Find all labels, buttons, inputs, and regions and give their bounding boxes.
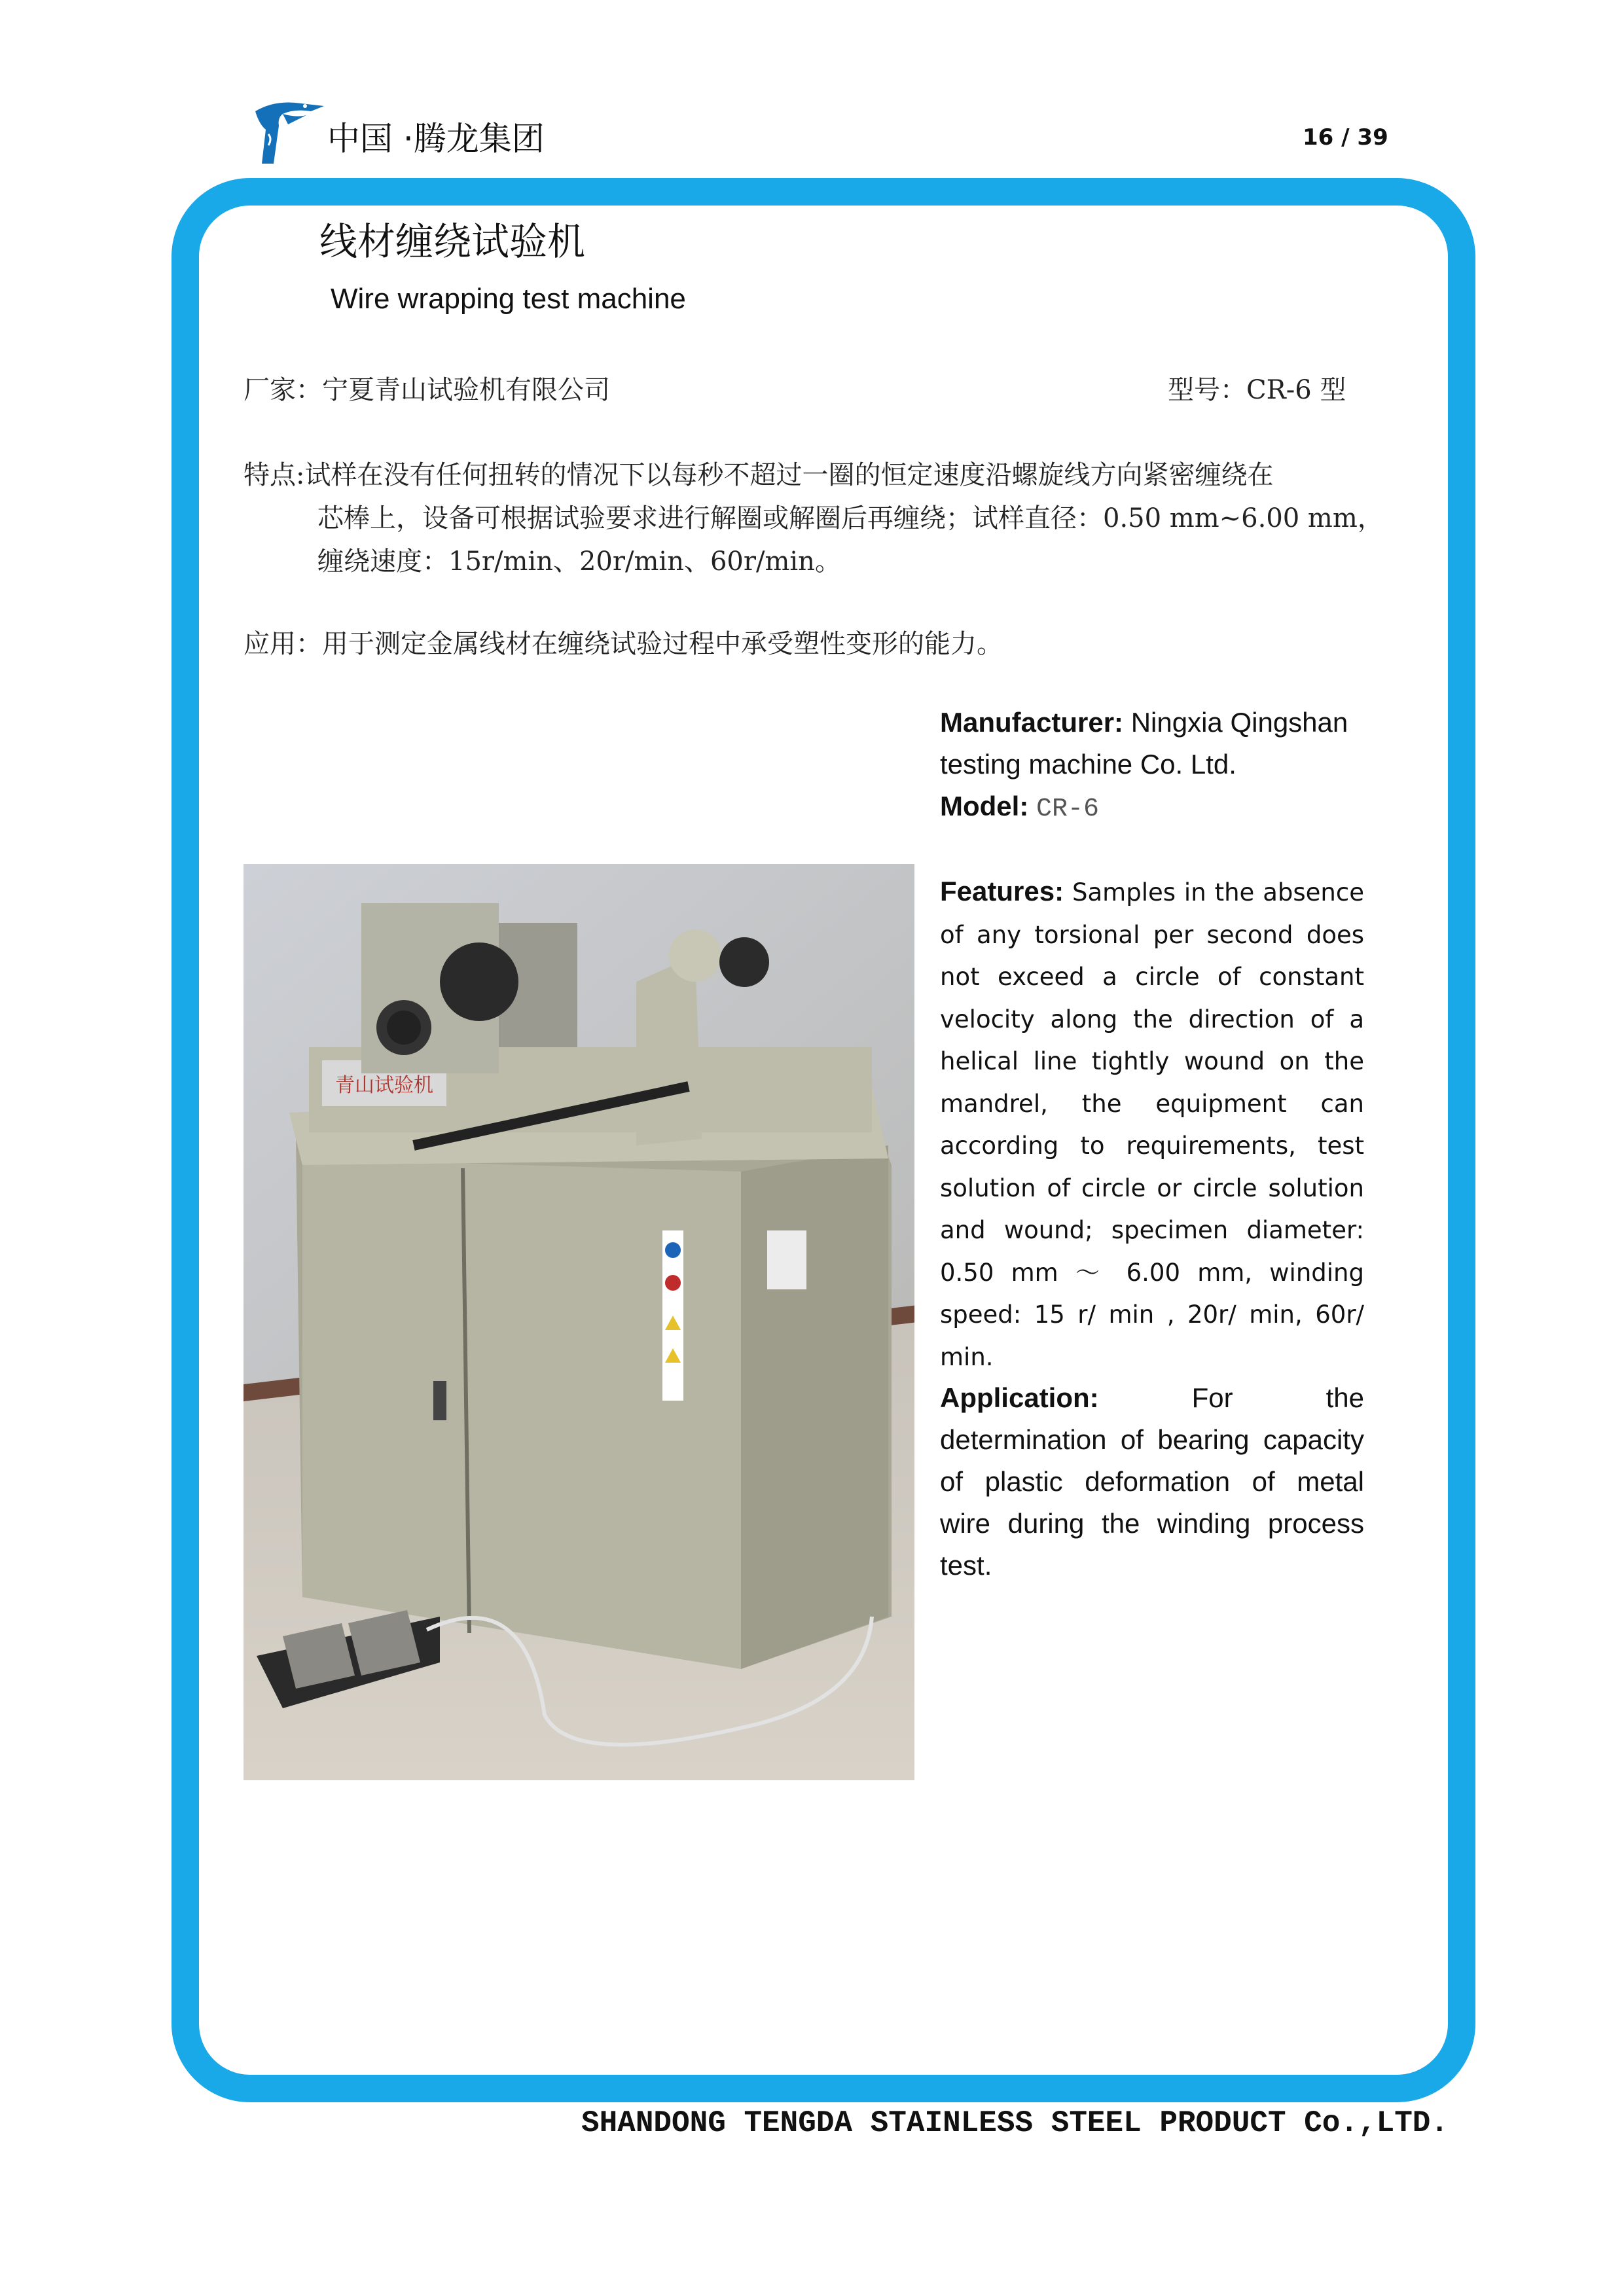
application-cn: 应用：用于测定金属线材在缠绕试验过程中承受塑性变形的能力。 <box>244 629 1003 659</box>
manufacturer-cn: 厂家：宁夏青山试验机有限公司 <box>244 375 610 405</box>
tengda-bird-logo-icon <box>249 98 327 170</box>
application-en-text: For the determination of bearing capacity of plastic deformation of metal wire during the winding process test. <box>940 1382 1364 1581</box>
brand-name: 中国 ·腾龙集团 <box>327 120 545 158</box>
model-cn: 型号：CR-6 型 <box>1168 375 1346 405</box>
model-en-value: CR-6 <box>1036 795 1099 824</box>
features-en-text: Samples in the absence of any torsional per second does not exceed a circle of constant velocity along the direction of a helical line tightly wound on the mandrel, the equipment can according to requirements, test solution of circle or circle solution and wound; specimen diameter: 0.50 mm ～ 6.00 mm, winding speed: 15 r/ min , 20r/ min, 60r/ min. <box>940 878 1364 1371</box>
wire-wrapping-machine-image <box>244 864 914 1780</box>
features-cn-line-3: 缠绕速度：15r/min、20r/min、60r/min。 <box>317 547 841 577</box>
title-english: Wire wrapping test machine <box>331 283 686 315</box>
manufacturer-en-label: Manufacturer: <box>940 707 1124 738</box>
features-en-label: Features: <box>940 876 1064 906</box>
features-en-block <box>940 870 1364 1378</box>
page-number: 16 / 39 <box>1303 124 1388 151</box>
manufacturer-en-value: Ningxia Qingshan testing machine Co. Ltd. <box>940 707 1348 780</box>
title-chinese: 线材缠绕试验机 <box>319 219 586 264</box>
manufacturer-en-block <box>940 702 1364 831</box>
footer-company: SHANDONG TENGDA STAINLESS STEEL PRODUCT Co.,LTD. <box>581 2106 1449 2140</box>
machine-photo <box>244 864 914 1780</box>
machine-brand-label: 青山试验机 <box>335 1074 433 1097</box>
model-en-label: Model: <box>940 791 1029 821</box>
features-cn-line-1: 特点:试样在没有任何扭转的情况下以每秒不超过一圈的恒定速度沿螺旋线方向紧密缠绕在 <box>244 460 1274 490</box>
application-en-block <box>940 1377 1364 1587</box>
features-cn-line-2: 芯棒上，设备可根据试验要求进行解圈或解圈后再缠绕；试样直径：0.50 mm~6.00 mm， <box>317 503 1384 533</box>
application-en-label: Application: <box>940 1382 1099 1413</box>
